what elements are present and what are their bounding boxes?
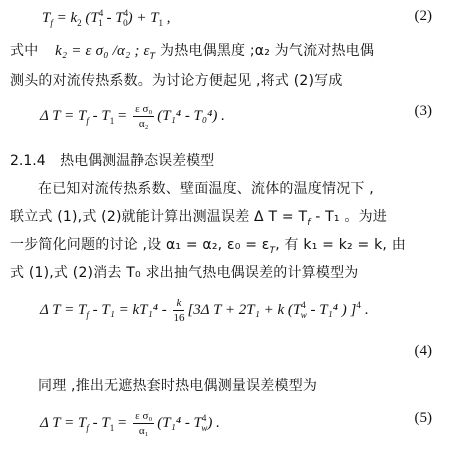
eq5-rhs-sup: 4	[201, 412, 207, 423]
eq4-rhs-tail: .	[360, 301, 369, 318]
eq2-body-a-sub: 2	[77, 18, 82, 28]
definition-rest: 为热电偶黑度 ;α₂ 为气流对热电偶	[160, 43, 375, 59]
eq5-fraction	[133, 410, 154, 437]
eq4-rhs-b: - T₁⁴ ) ]	[306, 301, 357, 318]
eq5-rhs-tail: ) .	[207, 414, 220, 431]
eq5-frac-den: α₁	[138, 425, 149, 437]
paragraph-2-line-2-tail: - T₁ 。为进	[310, 209, 387, 225]
eq2-body-d: ) + T	[127, 10, 159, 26]
section-heading	[10, 150, 450, 170]
eq3-lhs-sub: f	[86, 115, 89, 126]
definition-k2-sub: T	[149, 51, 156, 62]
paragraph-2-line-4: 式 (1),式 (2)消去 T₀ 求出抽气热电偶误差的计算模型为	[10, 265, 359, 281]
eq2-body-b-sub: 1	[98, 18, 103, 28]
paragraph-3: 同理 ,推出无遮热套时热电偶测量误差模型为	[38, 378, 318, 394]
equation-2-number: (2)	[414, 8, 432, 24]
eq5-mid-sub: 1	[109, 422, 115, 433]
equation-2-body	[42, 8, 171, 28]
eq5-mid: - T	[88, 414, 110, 431]
eq4-rhs-sup2: 4	[356, 299, 361, 310]
eq3-lhs: Δ T = T	[40, 107, 87, 124]
eq3-fraction	[133, 103, 154, 130]
eq2-body-b: (T	[81, 10, 99, 26]
paragraph-2-line-2-text: 联立式 (1),式 (2)就能计算出测温误差 Δ T = T	[10, 209, 308, 225]
eq2-lhs-sub: f	[50, 18, 53, 28]
paragraph-2-line-3-text: 一步简化问题的讨论 ,设 α₁ = α₂, ε₀ = ε	[10, 237, 270, 253]
equation-3-body	[40, 103, 225, 130]
equation-4-body	[40, 297, 368, 324]
eq3-mid: - T	[88, 107, 110, 124]
definition-line	[10, 40, 450, 62]
eq2-body-c-sub: 0	[123, 18, 128, 28]
eq5-rhs-sub: w	[201, 422, 208, 433]
eq3-mid-sub: 1	[109, 115, 115, 126]
paragraph-line-1: 测头的对流传热系数。为讨论方便起见 ,将式 (2)写成	[10, 73, 343, 89]
paragraph-2-line-1: 在已知对流传热系数、壁面温度、流体的温度情况下 ,	[38, 181, 374, 197]
eq2-body-d-sub: 1	[158, 18, 164, 28]
eq2-lhs: T	[42, 10, 51, 26]
eq2-tail: ,	[163, 10, 171, 26]
eq3-frac-den: α₂	[138, 118, 149, 130]
eq4-rhs-sup1: 4	[301, 299, 306, 310]
eq5-eq: =	[114, 414, 131, 431]
section-title: 热电偶测温静态误差模型	[60, 153, 215, 169]
paragraph-2-line-3-tail: , 有 k₁ = k₂ = k, 由	[275, 237, 406, 253]
definition-k2: k₂ = ε σ₀ /α₂ ; ε	[55, 43, 150, 59]
eq4-mid: - T₁ = kT₁⁴ -	[88, 301, 171, 318]
paragraph-2-line-2-sub: f	[307, 217, 311, 228]
definition-prefix: 式中	[10, 43, 39, 59]
eq4-lhs-sub: f	[86, 309, 89, 320]
eq5-rhs: (T₁⁴ - T	[157, 414, 202, 431]
equation-3-number: (3)	[414, 103, 432, 119]
paragraph-2-line-3-sub: T	[269, 245, 276, 256]
equation-5-number: (5)	[414, 410, 432, 426]
eq4-fraction	[173, 297, 184, 324]
equation-4-number: (4)	[414, 343, 432, 359]
eq3-rhs: (T₁⁴ - T₀⁴) .	[157, 107, 225, 124]
section-number: 2.1.4	[10, 153, 46, 169]
eq3-frac-num: ε σ₀	[135, 103, 153, 115]
eq5-frac-num: ε σ₀	[135, 410, 153, 422]
eq5-lhs: Δ T = T	[40, 414, 87, 431]
eq4-frac-num: k	[173, 297, 184, 311]
eq4-lhs: Δ T = T	[40, 301, 87, 318]
equation-5-body	[40, 410, 220, 437]
eq2-body-c-sup: 4	[123, 8, 129, 18]
paragraph-2-line-2	[10, 206, 450, 228]
eq2-body-b-sup: 4	[98, 8, 104, 18]
eq5-lhs-sub: f	[86, 422, 89, 433]
eq3-eq: =	[114, 107, 131, 124]
eq2-body-c: - T	[102, 10, 124, 26]
eq4-rhs: [3Δ T + 2T₁ + k (T	[187, 301, 302, 318]
eq2-body-a: = k	[52, 10, 78, 26]
eq4-frac-den: 16	[173, 312, 185, 324]
eq4-rhs-sub1: w	[300, 309, 307, 320]
paragraph-2-line-3	[10, 234, 450, 256]
